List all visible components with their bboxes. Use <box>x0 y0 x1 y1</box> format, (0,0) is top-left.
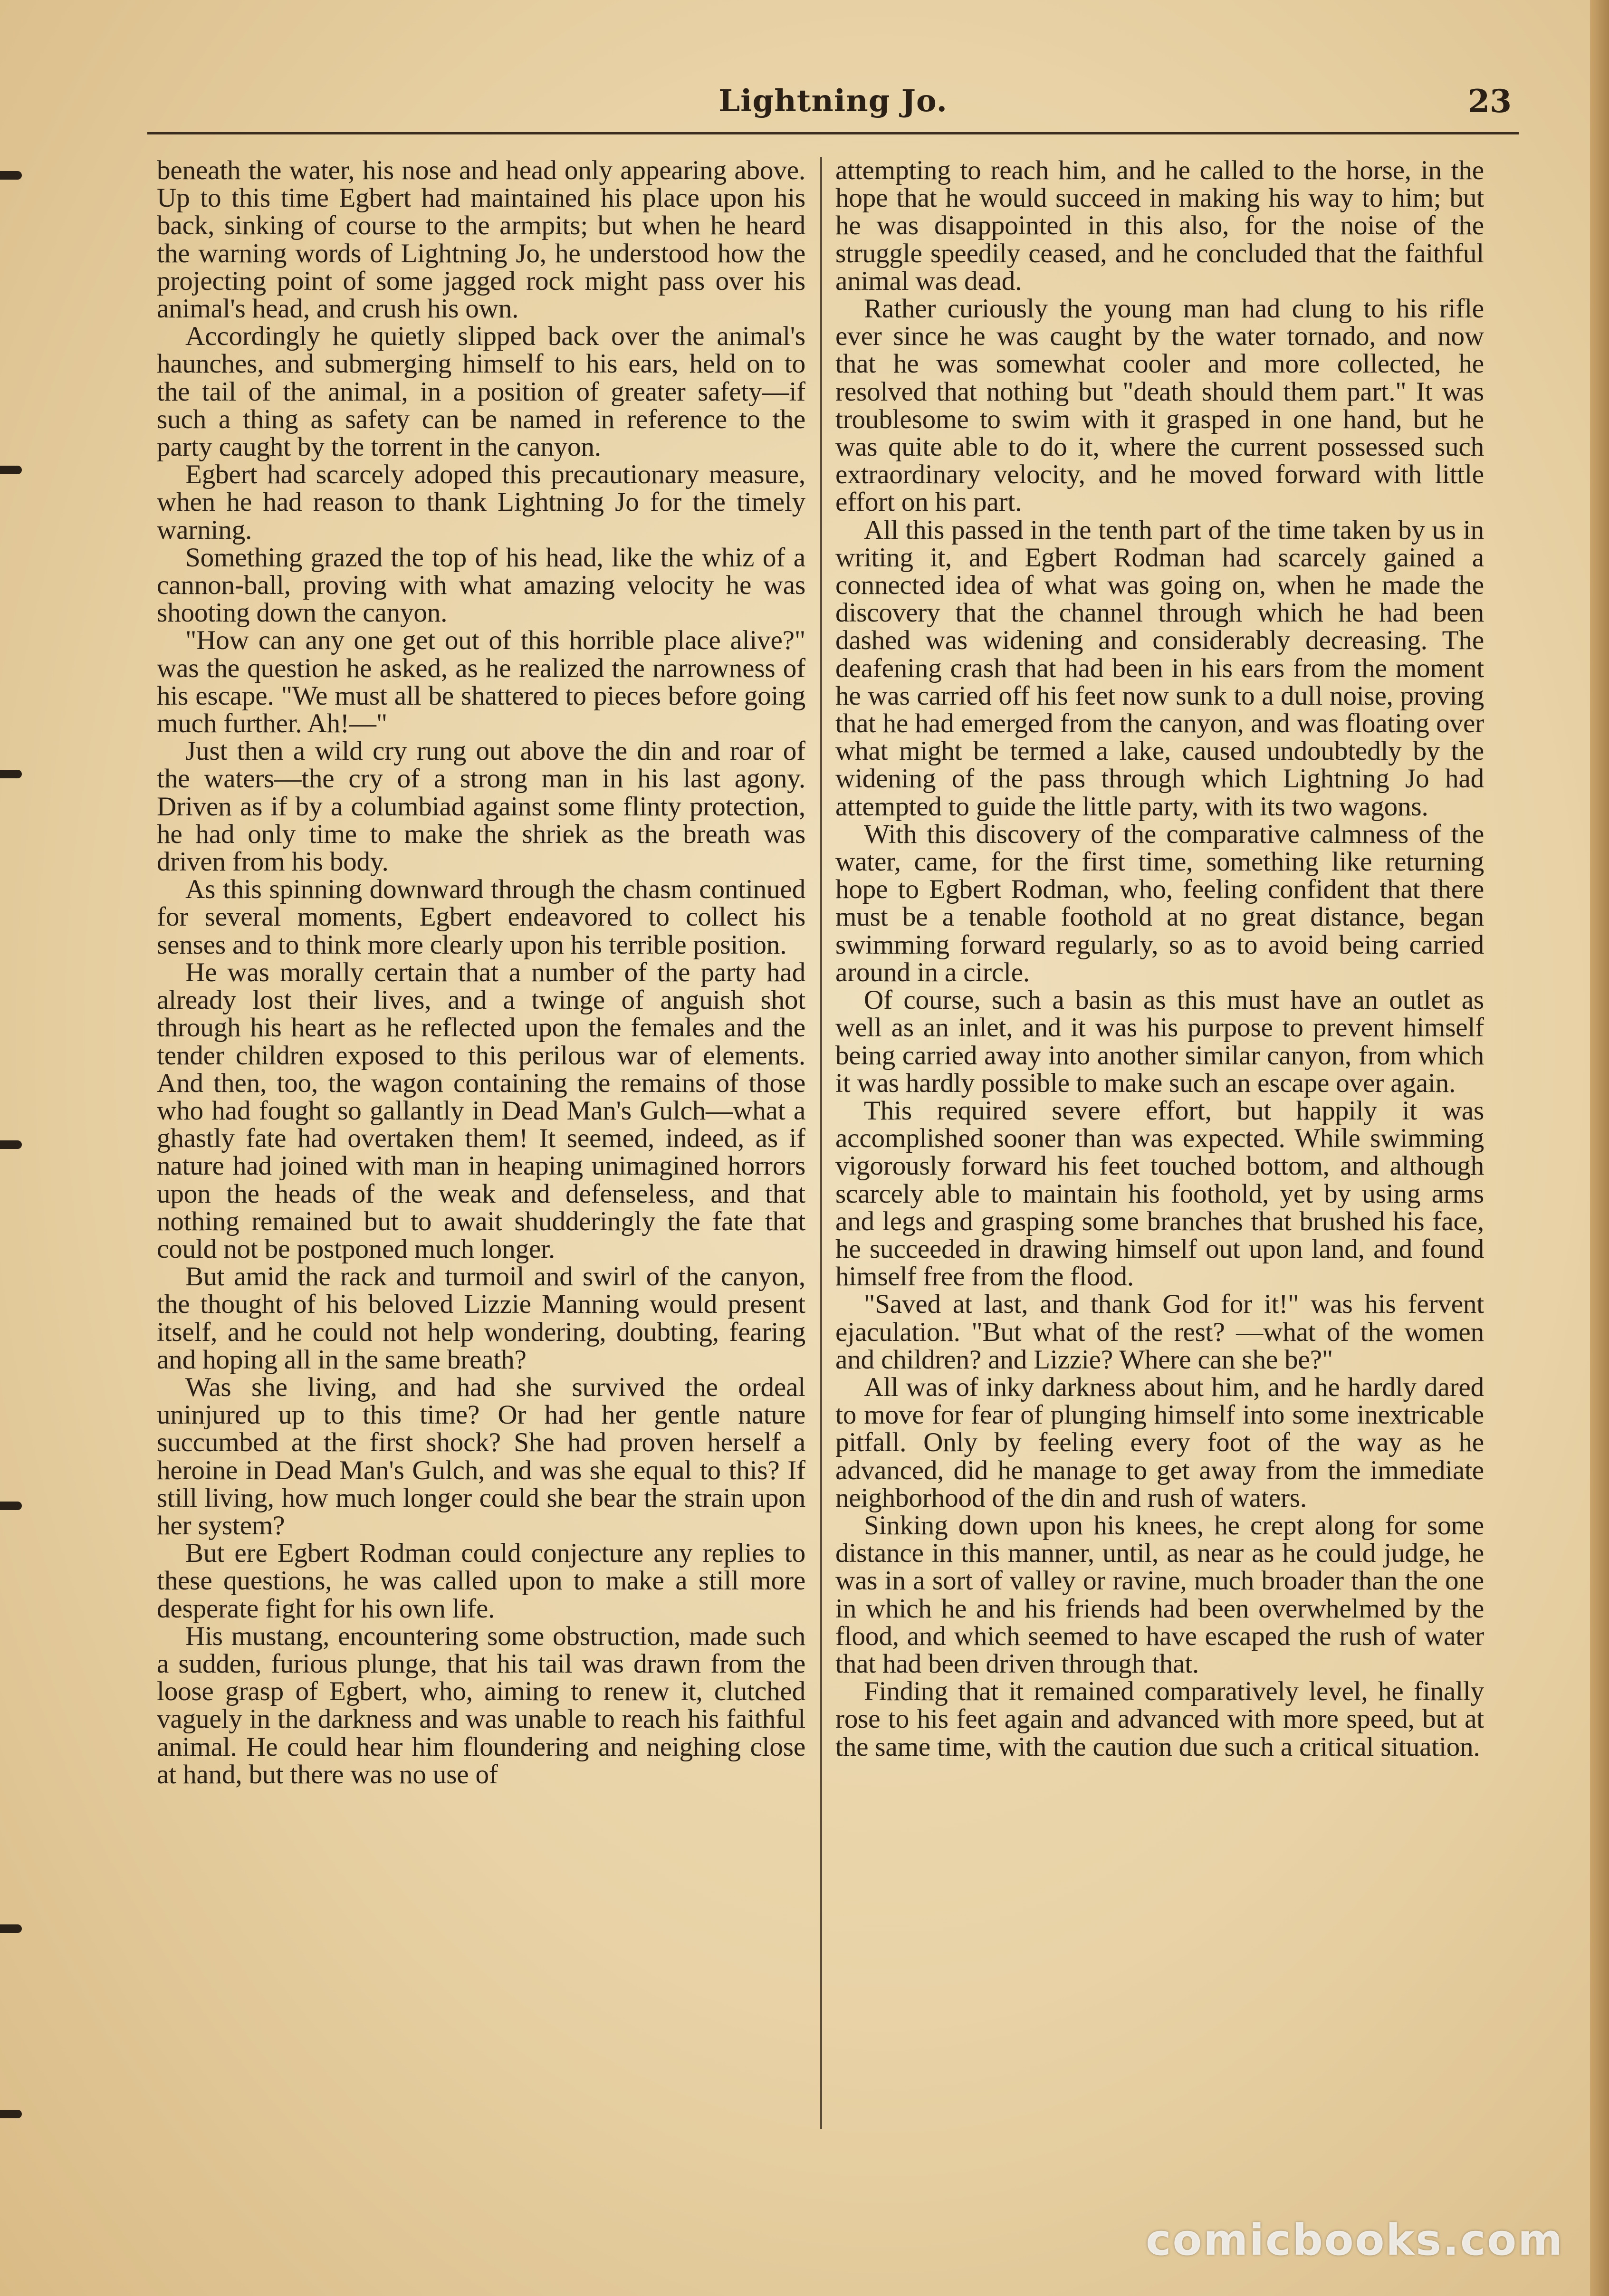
page-header <box>147 80 1519 134</box>
page-number: 23 <box>1468 83 1512 120</box>
paragraph: "How can any one get out of this horrible place alive?" was the question he asked, as he realized the narrowness of his escape. "We must all be shattered to pieces before going much further. Ah!—" <box>157 625 805 739</box>
paragraph: Was she living, and had she survived the ordeal uninjured up to this time? Or had her gentle nature succumbed at the first shock? She had proven herself a heroine in Dead Man's Gulch, and was she equal to this? If still living, how much longer could she bear the strain upon her system? <box>157 1372 805 1540</box>
paragraph: "Saved at last, and thank God for it!" was his fervent ejaculation. "But what of the rest? —what of the women and children? and Lizzie? Where can she be?" <box>835 1289 1484 1375</box>
paragraph: Rather curiously the young man had clung to his rifle ever since he was caught by the water tornado, and now that he was somewhat cooler and more collected, he resolved that nothing but "death should them part." It was troublesome to swim with it grasped in one hand, but he was quite able to do it, where the current possessed such extraordinary velocity, and he moved forward with little effort on his part. <box>835 294 1484 517</box>
paragraph: All this passed in the tenth part of the time taken by us in writing it, and Egbert Rodman had scarcely gained a connected idea of what was going on, when he made the discovery that the channel through which he had been dashed was widening and considerably decreasing. The deafening crash that had been in his ears from the moment he was carried off his feet now sunk to a dull noise, proving that he had emerged from the canyon, and was floating over what might be termed a lake, caused undoubtedly by the widening of the pass through which Lightning Jo had attempted to guide the little party, with its two wagons. <box>835 515 1484 822</box>
paragraph: His mustang, encountering some obstruction, made such a sudden, furious plunge, that his tail was drawn from the loose grasp of Egbert, who, aiming to renew it, clutched vaguely in the darkness and was unable to reach his faithful animal. He could hear him floundering and neighing close at hand, but there was no use of <box>157 1621 805 1789</box>
paragraph: Egbert had scarcely adoped this precautionary measure, when he had reason to thank Lightning Jo for the timely warning. <box>157 459 805 545</box>
binding-stitch <box>0 770 22 778</box>
binding-stitch <box>0 466 22 474</box>
binding-stitch <box>0 2110 22 2118</box>
right-column <box>835 157 1484 2133</box>
paragraph: Just then a wild cry rung out above the din and roar of the waters—the cry of a strong man in his last agony. Driven as if by a columbiad against some flinty protection, he had only time to make the shriek as the breath was driven from his body. <box>157 736 805 877</box>
paragraph: This required severe effort, but happily it was accomplished sooner than was expected. While swimming vigorously forward his feet touched bottom, and although scarcely able to maintain his foothold, yet by using arms and legs and grasping some branches that brushed his face, he succeeded in drawing himself out upon land, and found himself free from the flood. <box>835 1095 1484 1292</box>
paragraph: But amid the rack and turmoil and swirl of the canyon, the thought of his beloved Lizzie Manning would present itself, and he could not help wondering, doubting, fearing and hoping all in the same breath? <box>157 1262 805 1375</box>
watermark: comicbooks.com <box>1146 2215 1564 2265</box>
running-title: Lightning Jo. <box>718 83 948 119</box>
text-columns <box>157 157 1490 2133</box>
paragraph: Sinking down upon his knees, he crept along for some distance in this manner, until, as near as he could judge, he was in a sort of valley or ravine, much broader than the one in which he and his friends had been overwhelmed by the flood, and which seemed to have escaped the rush of water that had been driven through that. <box>835 1510 1484 1679</box>
paragraph: beneath the water, his nose and head only appearing above. Up to this time Egbert had maintained his place upon his back, sinking of course to the armpits; but when he heard the warning words of Lightning Jo, he understood how the projecting point of some jagged rock might pass over his animal's head, and crush his own. <box>157 157 805 324</box>
paragraph: With this discovery of the comparative calmness of the water, came, for the first time, something like returning hope to Egbert Rodman, who, feeling confident that there must be a tenable foothold at no great distance, began swimming forward regularly, so as to avoid being carried around in a circle. <box>835 819 1484 987</box>
paragraph: attempting to reach him, and he called to the horse, in the hope that he would succeed in making his way to him; but he was disappointed in this also, for the noise of the struggle speedily ceased, and he concluded that the faithful animal was dead. <box>835 157 1484 296</box>
binding-stitch <box>0 1140 22 1149</box>
paragraph: Something grazed the top of his head, like the whiz of a cannon-ball, proving with what amazing velocity he was shooting down the canyon. <box>157 542 805 628</box>
left-column <box>157 157 805 2133</box>
binding-stitch <box>0 1924 22 1933</box>
paragraph: All was of inky darkness about him, and he hardly dared to move for fear of plunging himself into some inextricable pitfall. Only by feeling every foot of the way as he advanced, did he manage to get away from the immediate neighborhood of the din and rush of waters. <box>835 1372 1484 1513</box>
paragraph: He was morally certain that a number of the party had already lost their lives, and a twinge of anguish shot through his heart as he reflected upon the females and the tender children exposed to this perilous war of elements. And then, too, the wagon containing the remains of those who had fought so gallantly in Dead Man's Gulch—what a ghastly fate had overtaken them! It seemed, indeed, as if nature had joined with man in heaping unimagined horrors upon the heads of the weak and defenseless, and that nothing remained but to await shudderingly the fate that could not be postponed much longer. <box>157 957 805 1264</box>
binding-stitch <box>0 171 22 180</box>
paragraph: Accordingly he quietly slipped back over the animal's haunches, and submerging himself to his ears, held on to the tail of the animal, in a position of greater safety—if such a thing as safety can be named in reference to the party caught by the torrent in the canyon. <box>157 321 805 462</box>
paragraph: Finding that it remained comparatively level, he finally rose to his feet again and advanced with more speed, but at the same time, with the caution due such a critical situation. <box>835 1676 1484 1762</box>
paragraph: As this spinning downward through the chasm continued for several moments, Egbert endeavored to collect his senses and to think more clearly upon his terrible position. <box>157 874 805 960</box>
page-edge <box>1590 0 1609 2296</box>
binding-stitch <box>0 1502 22 1510</box>
paragraph: Of course, such a basin as this must have an outlet as well as an inlet, and it was his purpose to prevent himself being carried away into another similar canyon, from which it was hardly possible to make such an escape over again. <box>835 985 1484 1098</box>
paragraph: But ere Egbert Rodman could conjecture any replies to these questions, he was called upon to make a still more desperate fight for his own life. <box>157 1538 805 1624</box>
